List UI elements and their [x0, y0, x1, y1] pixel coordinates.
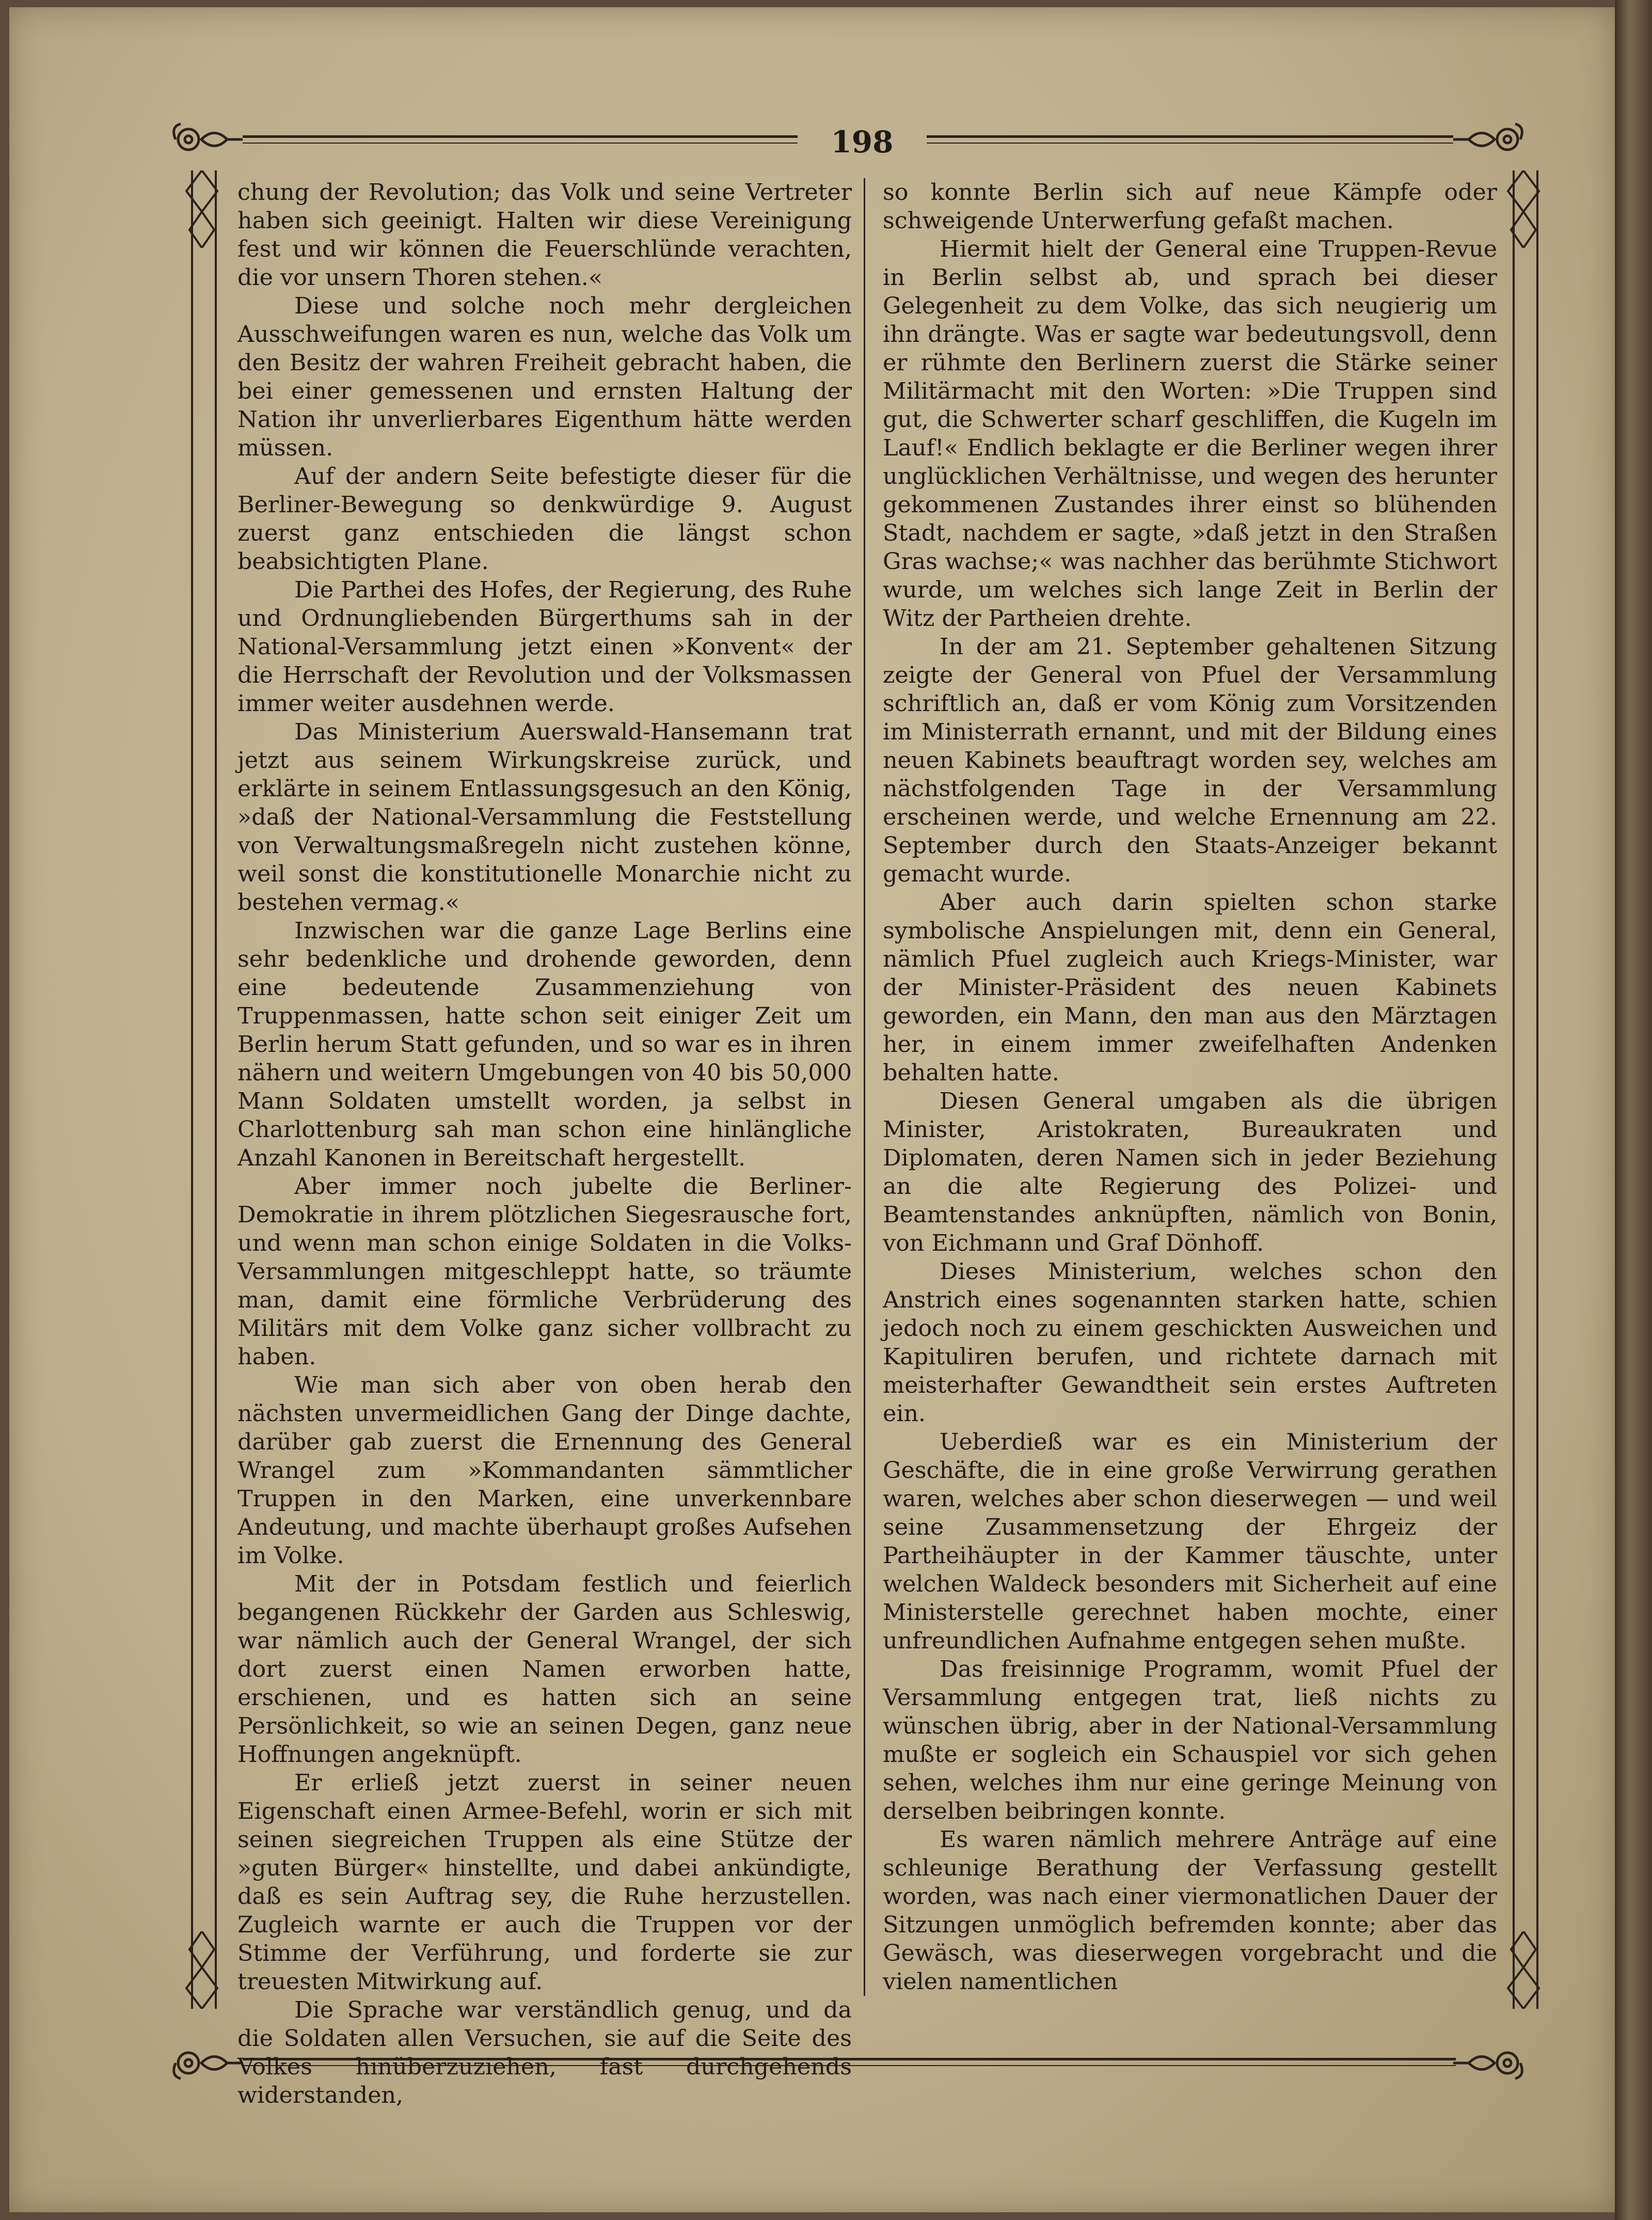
- right-border-frame: [1513, 170, 1538, 2009]
- paragraph: Das Ministerium Auerswald-Hansemann trat jetzt aus seinem Wirkungskreise zurück, und erklärte in seinem Entlassungsgesuch an den König, »daß der National-Versammlung die Feststellung von Verwaltungsmaßregeln nicht zustehen könne, weil sonst die konstitutionelle Monarchie nicht zu bestehen vermag.«: [237, 719, 852, 916]
- paragraph: Mit der in Potsdam festlich und feierlich begangenen Rückkehr der Garden aus Schleswig, war nämlich auch der General Wrangel, der sich dort zuerst einen Namen erworben hatte, erschienen, und es hatten sich an seine Persönlichkeit, so wie an seinen Degen, ganz neue Hoffnungen angeknüpft.: [237, 1571, 852, 1768]
- corner-ornament-top-right-icon: [1453, 116, 1531, 163]
- binding-edge: [1615, 0, 1652, 2220]
- side-ornament-left-bottom-icon: [183, 1931, 220, 2009]
- paragraph: Das freisinnige Programm, womit Pfuel der Versammlung entgegen trat, ließ nichts zu wünschen übrig, aber in der National-Versammlung mußte er sogleich ein Schauspiel vor sich gehen sehen, welches ihm nur eine geringe Meinung von derselben beibringen konnte.: [883, 1656, 1497, 1824]
- column-divider: [864, 178, 865, 1996]
- paragraph: Er erließ jetzt zuerst in seiner neuen Eigenschaft einen Armee-Befehl, worin er sich mit seinen siegreichen Truppen als eine Stütze der »guten Bürger« hinstellte, und dabei ankündigte, daß es sein Auftrag sey, die Ruhe herzustellen. Zugleich warnte er auch die Truppen vor der Stimme der Verführung, und forderte sie zur treuesten Mitwirkung auf.: [237, 1770, 852, 1995]
- paragraph: Auf der andern Seite befestigte dieser für die Berliner-Bewegung so denkwürdige 9. August zuerst ganz entschieden die längst schon beabsichtigten Plane.: [237, 463, 852, 575]
- left-border-frame: [191, 170, 217, 2009]
- paragraph: Die Parthei des Hofes, der Regierung, des Ruhe und Ordnungliebenden Bürgerthums sah in der National-Versammlung jetzt einen »Konvent« der die Herrschaft der Revolution und der Volksmassen immer weiter ausdehnen werde.: [237, 577, 852, 717]
- text-column-left: [237, 178, 852, 2109]
- paragraph: Dieses Ministerium, welches schon den Anstrich eines sogenannten starken hatte, schien jedoch noch zu einem geschickten Ausweichen und Kapituliren berufen, und richtete darnach mit meisterhafter Gewandtheit sein erstes Auftreten ein.: [883, 1258, 1497, 1427]
- paragraph: Ueberdieß war es ein Ministerium der Geschäfte, die in eine große Verwirrung gerathen waren, welches aber schon dieserwegen — und weil seine Zusammensetzung der Ehrgeiz der Partheihäupter in der Kammer täuschte, unter welchen Waldeck besonders mit Sicherheit auf eine Ministerstelle gerechnet haben mochte, einer unfreundlichen Aufnahme entgegen sehen mußte.: [883, 1429, 1497, 1654]
- paragraph: Hiermit hielt der General eine Truppen-Revue in Berlin selbst ab, und sprach bei dieser Gelegenheit zu dem Volke, das sich neugierig um ihn drängte. Was er sagte war bedeutungsvoll, denn er rühmte den Berlinern zuerst die Stärke seiner Militärmacht mit den Worten: »Die Truppen sind gut, die Schwerter scharf geschliffen, die Kugeln im Lauf!« Endlich beklagte er die Berliner wegen ihrer unglücklichen Verhältnisse, und wegen des herunter gekommenen Zustandes ihrer einst so blühenden Stadt, nachdem er sagte, »daß jetzt in den Straßen Gras wachse;« was nachher das berühmte Stichwort wurde, um welches sich lange Zeit in Berlin der Witz der Partheien drehte.: [883, 236, 1497, 632]
- paragraph: Diese und solche noch mehr dergleichen Ausschweifungen waren es nun, welche das Volk um den Besitz der wahren Freiheit gebracht haben, die bei einer gemessenen und ernsten Haltung der Nation ihr unverlierbares Eigenthum hätte werden müssen.: [237, 293, 852, 461]
- paragraph: Diesen General umgaben als die übrigen Minister, Aristokraten, Bureaukraten und Diplomaten, deren Namen sich in jeder Beziehung an die alte Regierung des Polizei- und Beamtenstandes anknüpften, nämlich von Bonin, von Eichmann und Graf Dönhoff.: [883, 1088, 1497, 1256]
- paragraph: so konnte Berlin sich auf neue Kämpfe oder schweigende Unterwerfung gefaßt machen.: [883, 179, 1497, 234]
- side-ornament-right-bottom-icon: [1505, 1931, 1542, 2009]
- paragraph: Aber immer noch jubelte die Berliner-Demokratie in ihrem plötzlichen Siegesrausche fort, und wenn man schon einige Soldaten in die Volks-Versammlungen mitgeschleppt hatte, so träumte man, damit eine förmliche Verbrüderung des Militärs mit dem Volke ganz sicher vollbracht zu haben.: [237, 1173, 852, 1370]
- paragraph: Es waren nämlich mehrere Anträge auf eine schleunige Berathung der Verfassung gestellt worden, was nach einer viermonatlichen Dauer der Sitzungen unmöglich befremden konnte; aber das Gewäsch, was dieserwegen vorgebracht und die vielen namentlichen: [883, 1827, 1497, 1995]
- header-rule-right: [927, 135, 1453, 138]
- side-ornament-right-top-icon: [1505, 170, 1542, 248]
- paragraph: Inzwischen war die ganze Lage Berlins eine sehr bedenkliche und drohende geworden, denn eine bedeutende Zusammenziehung von Truppenmassen, hatte schon seit einiger Zeit um Berlin herum Statt gefunden, und so war es in ihren nähern und weitern Umgebungen von 40 bis 50,000 Mann Soldaten umstellt worden, ja selbst in Charlottenburg sah man schon eine hinlängliche Anzahl Kanonen in Bereitschaft hergestellt.: [237, 918, 852, 1171]
- paragraph: chung der Revolution; das Volk und seine Vertreter haben sich geeinigt. Halten wir diese Vereinigung fest und wir können die Feuerschlünde verachten, die vor unsern Thoren stehen.«: [237, 179, 852, 291]
- corner-ornament-bottom-right-icon: [1453, 2040, 1531, 2086]
- header-rule-left-thin: [243, 143, 798, 144]
- paragraph: Wie man sich aber von oben herab den nächsten unvermeidlichen Gang der Dinge dachte, darüber gab zuerst die Ernennung des General Wrangel zum »Kommandanten sämmtlicher Truppen in den Marken, eine unverkennbare Andeutung, und machte überhaupt großes Aufsehen im Volke.: [237, 1372, 852, 1569]
- corner-ornament-bottom-left-icon: [165, 2040, 243, 2086]
- page-number: 198: [831, 124, 894, 160]
- header-rule-left: [243, 135, 798, 138]
- text-column-right: [883, 178, 1497, 1996]
- paragraph: Aber auch darin spielten schon starke symbolische Anspielungen mit, denn ein General, nämlich Pfuel zugleich auch Kriegs-Minister, war der Minister-Präsident des neuen Kabinets geworden, ein Mann, den man aus den Märztagen her, in einem immer zweifelhaften Andenken behalten hatte.: [883, 889, 1497, 1086]
- paragraph: Die Sprache war verständlich genug, und da die Soldaten allen Versuchen, sie auf die Seite des Volkes hinüberzuziehen, fast durchgehends widerstanden,: [237, 1997, 852, 2108]
- corner-ornament-top-left-icon: [165, 116, 243, 163]
- header-rule-right-thin: [927, 143, 1453, 144]
- paragraph: In der am 21. September gehaltenen Sitzung zeigte der General von Pfuel der Versammlung schriftlich an, daß er vom König zum Vorsitzenden im Ministerrath ernannt, und mit der Bildung eines neuen Kabinets beauftragt worden sey, welches am nächstfolgenden Tage in der Versammlung erscheinen werde, und welche Ernennung am 22. September durch den Staats-Anzeiger bekannt gemacht wurde.: [883, 634, 1497, 887]
- side-ornament-left-top-icon: [183, 170, 220, 248]
